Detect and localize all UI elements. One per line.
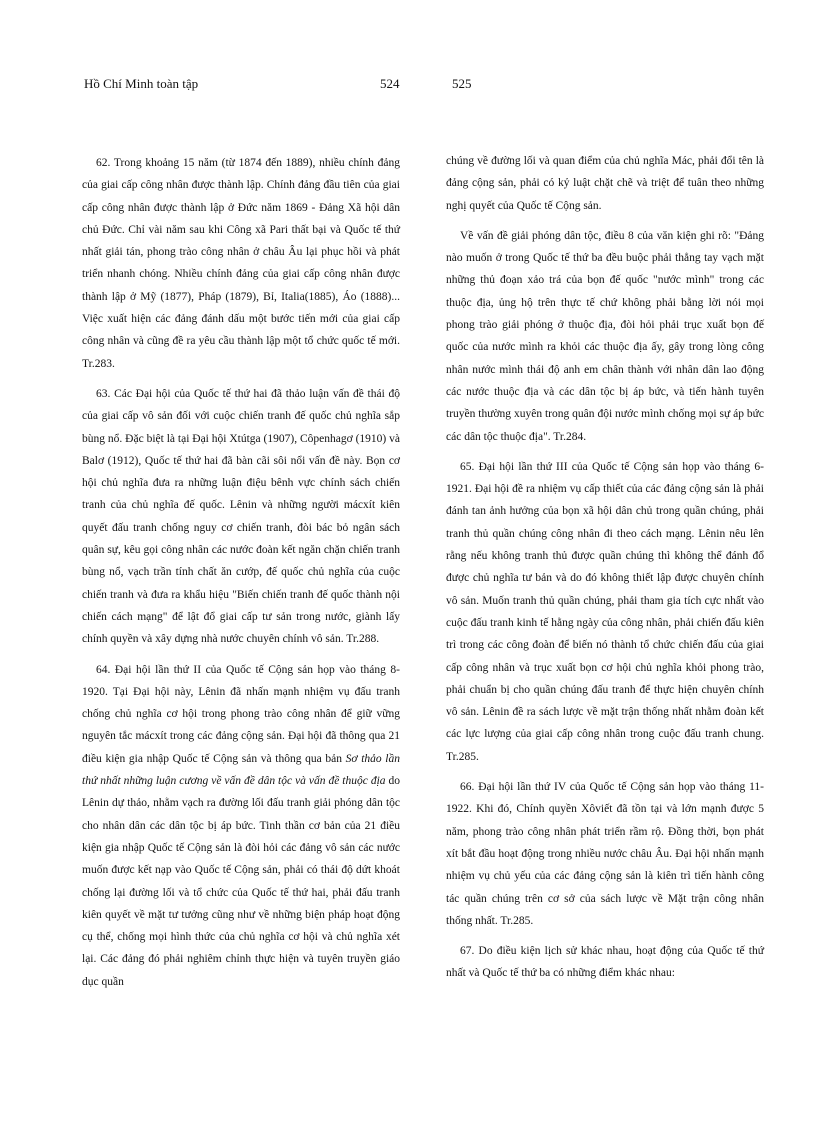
note-67: 67. Do điều kiện lịch sử khác nhau, hoạt động của Quốc tế thứ nhất và Quốc tế thứ ba có những điểm khác nhau: [446,945,764,980]
right-column [446,150,764,993]
note-66: 66. Đại hội lần thứ IV của Quốc tế Cộng sản họp vào tháng 11-1922. Khi đó, Chính quyền Xôviết đã tồn tại và lớn mạnh được 5 năm, phong trào công nhân phát triển rầm rộ. Đồng thời, bọn phát xít bắt đầu hoạt động trong nhiều nước châu Âu. Đại hội nhấn mạnh nhiệm vụ chủ yếu của các đảng cộng sản là kiên trì tiến hành công tác quần chúng trên cơ sở của sách lược về Mặt trận công nhân thống nhất. Tr.285. [446,781,764,927]
note-64-italic-title: Sơ thảo lần thứ nhất những luận cương về vấn đề dân tộc và vấn đề thuộc địa [82,752,401,788]
note-64-part1: 64. Đại hội lần thứ II của Quốc tế Cộng sản họp vào tháng 8-1920. Tại Đại hội này, Lênin đã nhấn mạnh nhiệm vụ đấu tranh chống chủ nghĩa cơ hội trong phong trào công nhân để giữ vững nguyên tắc mácxít trong các đảng cộng sản. Đại hội đã thông qua 21 điều kiện gia nhập Quốc tế Cộng sản và thông qua bản [82,663,400,765]
note-64-part2: do Lênin dự thảo, nhằm vạch ra đường lối đấu tranh giải phóng dân tộc cho nhân dân các dân tộc bị áp bức. Tinh thần cơ bản của 21 điều kiện gia nhập Quốc tế Cộng sản là đòi hỏi các đảng vô sản các nước muốn được kết nạp vào Quốc tế Cộng sản, phải có thái độ dứt khoát chống lại đường lối và tổ chức của Quốc tế thứ hai, phải đấu tranh kiên quyết về mặt tư tưởng cũng như về những biện pháp hoạt động cụ thể, chống mọi hình thức của chủ nghĩa cơ hội và chủ nghĩa xét lại. Các đảng đó phải nghiêm chỉnh thực hiện và tuyên truyền giáo dục quần [82,775,401,988]
book-title: Hồ Chí Minh toàn tập [84,76,199,91]
note-65: 65. Đại hội lần thứ III của Quốc tế Cộng sản họp vào tháng 6-1921. Đại hội đề ra nhiệm vụ cấp thiết của các đảng cộng sản là phải đánh tan ảnh hưởng của bọn xã hội dân chủ trong quần chúng, phải tranh thủ quần chúng công nhân đi theo cách mạng. Lênin nêu lên rằng nếu không tranh thủ được quần chúng thì không thể đánh đổ được chủ nghĩa tư bản và do đó không thiết lập được chuyên chính vô sản. Muốn tranh thủ quần chúng, phải tham gia tích cực nhất vào cuộc đấu tranh kinh tế hằng ngày của công nhân, phải chiến đấu kiên trì trong các công đoàn để biến nó thành tổ chức chiến đấu của giai cấp công nhân và trục xuất bọn cơ hội chủ nghĩa khỏi phong trào, phải chuẩn bị cho quần chúng đấu tranh để thực hiện chuyên chính vô sản. Lênin đề ra sách lược về mặt trận thống nhất nhằm đoàn kết các lực lượng của giai cấp công nhân trong cuộc đấu tranh chung. Tr.285. [446,460,764,763]
page-number-right: 525 [452,76,472,91]
note-64-continued: chúng về đường lối và quan điểm của chủ nghĩa Mác, phải đổi tên là đảng cộng sản, phải có kỷ luật chặt chẽ và triệt để tuân theo những nghị quyết của Quốc tế Cộng sản. [446,155,764,212]
note-63: 63. Các Đại hội của Quốc tế thứ hai đã thảo luận vấn đề thái độ của giai cấp vô sản đối với cuộc chiến tranh đế quốc chủ nghĩa sắp bùng nổ. Đặc biệt là tại Đại hội Xtútga (1907), Côpenhagơ (1910) và Balơ (1912), Quốc tế thứ hai đã bàn cãi sôi nổi vấn đề này. Bọn cơ hội chủ nghĩa đưa ra những luận điệu bênh vực chính sách chiến tranh của chủ nghĩa đế quốc. Lênin và những người mácxít kiên quyết đấu tranh chống nguy cơ chiến tranh, đòi bác bỏ ngân sách quân sự, kêu gọi công nhân các nước đoàn kết ngăn chặn chiến tranh bùng nổ, vạch trần tính chất ăn cướp, đế quốc chủ nghĩa của cuộc chiến tranh và đưa ra khẩu hiệu "Biến chiến tranh đế quốc thành nội chiến cách mạng" để lật đổ giai cấp tư sản trong nước, giành lấy chính quyền và xây dựng nhà nước chuyên chính vô sản. Tr.288. [82,387,400,646]
page-number-left: 524 [380,76,400,91]
note-62: 62. Trong khoảng 15 năm (từ 1874 đến 1889), nhiều chính đảng của giai cấp công nhân được thành lập. Chính đảng đầu tiên của giai cấp công nhân được thành lập ở Đức năm 1869 - Đảng Xã hội dân chủ Đức. Chỉ vài năm sau khi Công xã Pari thất bại và Quốc tế thứ nhất giải tán, phong trào công nhân ở châu Âu lại phục hồi và phát triển nhanh chóng. Nhiều chính đảng của giai cấp công nhân được thành lập ở Mỹ (1877), Pháp (1879), Bỉ, Italia(1885), Áo (1888)... Việc xuất hiện các đảng đánh dấu một bước tiến mới của giai cấp công nhân và cũng đề ra yêu cầu thành lập một tổ chức quốc tế mới. Tr.283. [82,157,400,370]
left-column [82,152,400,1001]
note-64 [82,659,400,993]
note-64-paragraph-2: Về vấn đề giải phóng dân tộc, điều 8 của văn kiện ghi rõ: "Đảng nào muốn ở trong Quốc tế thứ ba đều buộc phải thẳng tay vạch mặt những thủ đoạn xảo trá của bọn đế quốc "nước mình" trong các thuộc địa, ủng hộ trên thực tế chứ không phải bằng lời nói mọi phong trào giải phóng ở thuộc địa, đòi hỏi phải trục xuất bọn đế quốc của nước mình ra khỏi các thuộc địa ấy, gây trong lòng công nhân nước mình thái độ anh em chân thành với nhân dân lao động các nước thuộc địa và các dân tộc bị áp bức, và tiến hành tuyên truyền thường xuyên trong quân đội nước mình chống mọi sự áp bức các dân tộc thuộc địa". Tr.284. [446,229,764,443]
